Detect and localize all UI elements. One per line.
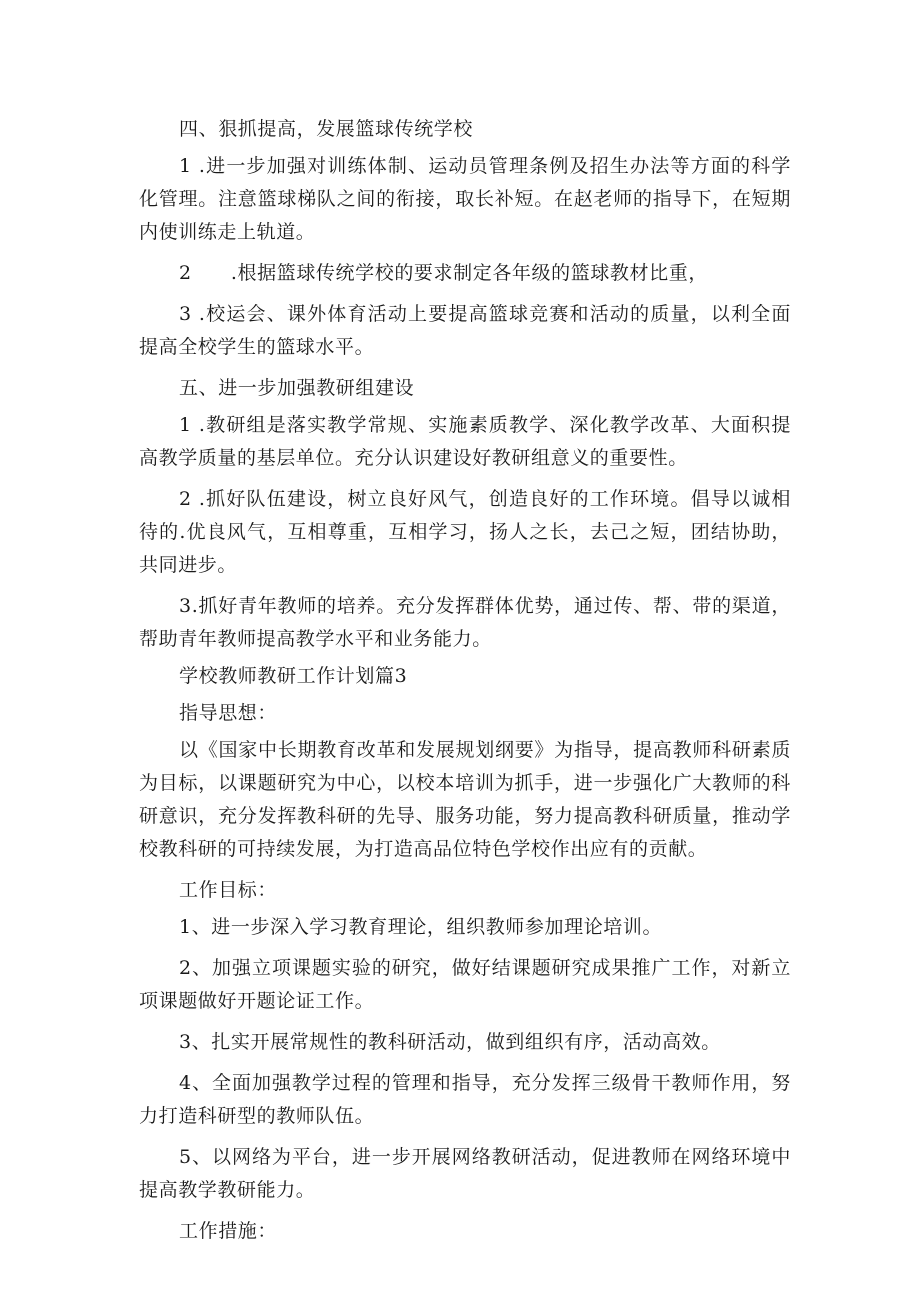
paragraph: 3 .校运会、课外体育活动上要提高篮球竞赛和活动的质量，以利全面提高全校学生的篮球水平。 <box>139 303 791 358</box>
list-item: 1、进一步深入学习教育理论，组织教师参加理论培训。 <box>179 916 663 938</box>
subheading-work-measures: 工作措施： <box>179 1220 278 1242</box>
paragraph: 1 .进一步加强对训练体制、运动员管理条例及招生办法等方面的科学化管理。注意篮球梯队之间的衔接，取长补短。在赵老师的指导下，在短期内使训练走上轨道。 <box>139 155 791 243</box>
paragraph: 3.抓好青年教师的培养。充分发挥群体优势，通过传、帮、带的渠道，帮助青年教师提高教学水平和业务能力。 <box>139 595 791 650</box>
document-body <box>139 113 791 1256</box>
list-item: 3、扎实开展常规性的教科研活动，做到组织有序，活动高效。 <box>179 1031 721 1053</box>
subheading-work-goals: 工作目标： <box>179 879 278 901</box>
list-item: 4、全面加强教学过程的管理和指导，充分发挥三级骨干教师作用，努力打造科研型的教师队伍。 <box>139 1072 791 1127</box>
paragraph: 1 .教研组是落实教学常规、实施素质教学、深化教学改革、大面积提高教学质量的基层单位。充分认识建设好教研组意义的重要性。 <box>139 414 791 469</box>
list-item: 5、以网络为平台，进一步开展网络教研活动，促进教师在网络环境中提高教学教研能力。 <box>139 1146 791 1201</box>
subheading-guiding-thought: 指导思想： <box>179 702 278 724</box>
paragraph: 以《国家中长期教育改革和发展规划纲要》为指导，提高教师科研素质为目标，以课题研究为中心，以校本培训为抓手，进一步强化广大教师的科研意识，充分发挥教科研的先导、服务功能，努力提高教科研质量，推动学校教科研的可持续发展，为打造高品位特色学校作出应有的贡献。 <box>139 739 791 860</box>
paragraph: 2 .抓好队伍建设，树立良好风气，创造良好的工作环境。倡导以诚相待的.优良风气，互相尊重，互相学习，扬人之长，去己之短，团结协助，共同进步。 <box>139 488 791 576</box>
section-heading-four: 四、狠抓提高，发展篮球传统学校 <box>179 118 474 140</box>
document-title: 学校教师教研工作计划篇3 <box>179 665 408 687</box>
section-heading-five: 五、进一步加强教研组建设 <box>179 377 415 399</box>
paragraph: 2 .根据篮球传统学校的要求制定各年级的篮球教材比重， <box>179 262 708 284</box>
list-item: 2、加强立项课题实验的研究，做好结课题研究成果推广工作，对新立项课题做好开题论证工作。 <box>139 957 791 1012</box>
